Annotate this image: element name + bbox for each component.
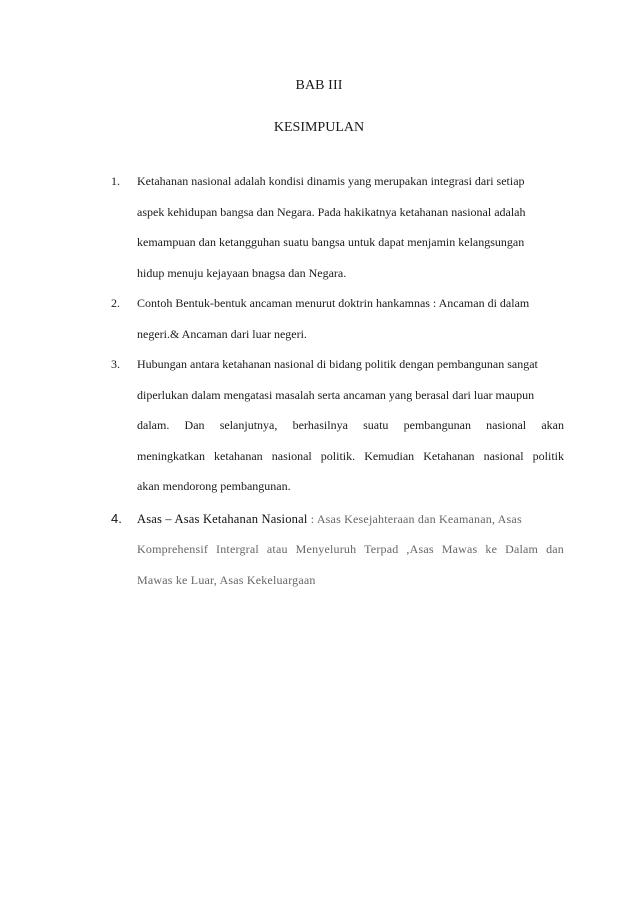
text-line: Mawas ke Luar, Asas Kekeluargaan xyxy=(137,572,316,587)
text-line: kemampuan dan ketangguhan suatu bangsa untuk dapat menjamin kelangsungan xyxy=(137,235,525,249)
list-number: 3. xyxy=(111,357,120,371)
text-line: aspek kehidupan bangsa dan Negara. Pada hakikatnya ketahanan nasional adalah xyxy=(137,204,526,219)
text-line: Komprehensif Intergral atau Menyeluruh Terpad ,Asas Mawas ke Dalam dan xyxy=(137,542,564,556)
text-line xyxy=(137,504,564,535)
item-text: : Asas Kesejahteraan dan Keamanan, Asas xyxy=(307,511,522,526)
text-line: Contoh Bentuk-bentuk ancaman menurut doktrin hankamnas : Ancaman di dalam xyxy=(137,296,530,310)
list-item xyxy=(111,166,564,288)
text-line: diperlukan dalam mengatasi masalah serta ancaman yang berasal dari luar maupun xyxy=(137,387,535,402)
chapter-heading: BAB III xyxy=(295,78,343,93)
list-number: 2. xyxy=(111,296,120,310)
text-line: hidup menuju kejayaan bnagsa dan Negara. xyxy=(137,265,347,280)
text-line: negeri.& Ancaman dari luar negeri. xyxy=(137,326,307,341)
list-number: 4. xyxy=(111,510,122,526)
text-line: Ketahanan nasional adalah kondisi dinamis yang merupakan integrasi dari setiap xyxy=(137,174,525,188)
conclusion-list xyxy=(111,166,564,595)
text-line: meningkatkan ketahanan nasional politik. Kemudian Ketahanan nasional politik xyxy=(137,448,564,463)
text-line: akan mendorong pembangunan. xyxy=(137,479,291,493)
list-item xyxy=(111,504,564,596)
list-item xyxy=(111,288,564,349)
item-heading: Asas – Asas Ketahanan Nasional xyxy=(137,511,308,526)
list-number: 1. xyxy=(111,174,120,188)
text-line: dalam. Dan selanjutnya, berhasilnya suatu pembangunan nasional akan xyxy=(137,418,564,432)
text-line: Hubungan antara ketahanan nasional di bidang politik dengan pembangunan sangat xyxy=(137,357,538,371)
list-item xyxy=(111,349,564,502)
page-title: KESIMPULAN xyxy=(273,120,365,135)
